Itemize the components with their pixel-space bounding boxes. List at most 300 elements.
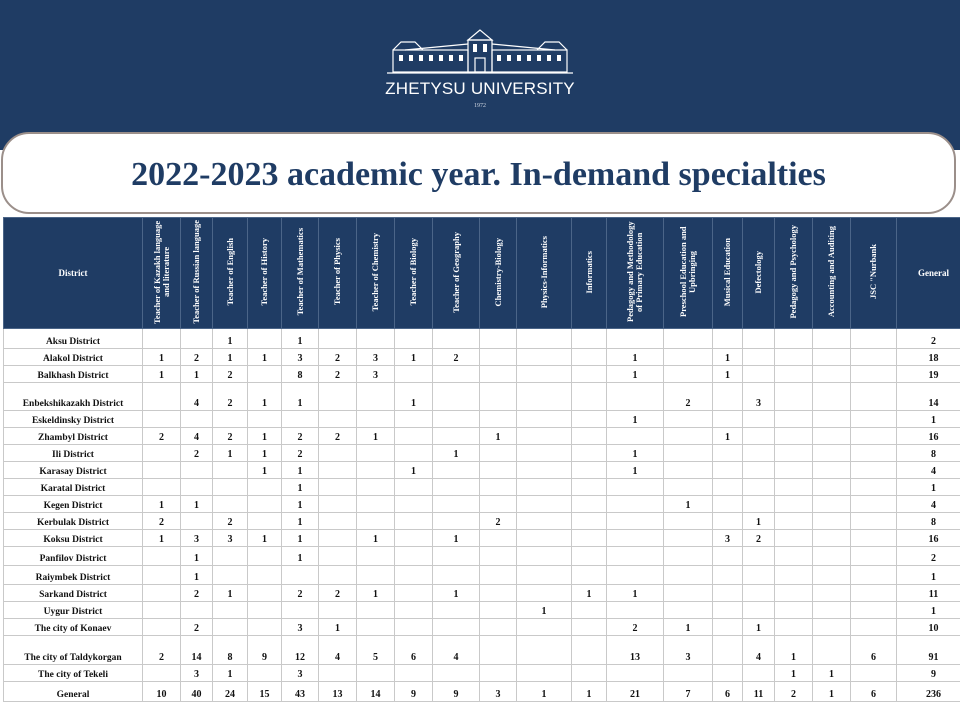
- table-cell: 1: [572, 585, 607, 602]
- table-cell: 2: [282, 585, 319, 602]
- table-cell: [480, 585, 517, 602]
- district-name-cell: Alakol District: [4, 349, 143, 366]
- table-cell: 2: [480, 513, 517, 530]
- table-cell: 8: [213, 636, 248, 665]
- column-header: Teacher of Kazakh language and literature: [143, 218, 181, 329]
- table-cell: 1: [248, 349, 282, 366]
- table-cell: 1: [743, 619, 775, 636]
- table-cell: [572, 665, 607, 682]
- table-cell: [713, 445, 743, 462]
- table-cell: 1: [282, 383, 319, 411]
- table-cell: [517, 479, 572, 496]
- table-cell: 1: [357, 428, 395, 445]
- table-cell: [813, 496, 851, 513]
- table-cell: [357, 462, 395, 479]
- table-cell: [517, 366, 572, 383]
- table-cell: [775, 602, 813, 619]
- table-cell: 1: [248, 462, 282, 479]
- table-row: [4, 636, 960, 665]
- specialties-table: [3, 217, 960, 702]
- table-cell: [248, 513, 282, 530]
- table-cell: [517, 665, 572, 682]
- table-cell: 1: [743, 513, 775, 530]
- table-cell: [813, 513, 851, 530]
- table-cell: [743, 547, 775, 566]
- table-cell: 1: [607, 585, 664, 602]
- table-cell: [517, 329, 572, 349]
- table-cell: [143, 566, 181, 585]
- table-cell: [851, 366, 897, 383]
- table-cell: [572, 496, 607, 513]
- table-cell: [775, 445, 813, 462]
- table-row: [4, 411, 960, 428]
- table-cell: [813, 566, 851, 585]
- table-cell: 1: [248, 428, 282, 445]
- table-cell: 18: [897, 349, 960, 366]
- table-cell: 2: [897, 547, 960, 566]
- table-cell: 2: [213, 513, 248, 530]
- table-cell: [813, 585, 851, 602]
- table-cell: 2: [282, 428, 319, 445]
- table-cell: [517, 566, 572, 585]
- table-cell: 1: [713, 366, 743, 383]
- table-cell: [664, 411, 713, 428]
- table-cell: [480, 602, 517, 619]
- table-cell: [851, 462, 897, 479]
- table-cell: 2: [743, 530, 775, 547]
- table-cell: 4: [319, 636, 357, 665]
- table-cell: [480, 329, 517, 349]
- table-cell: [282, 566, 319, 585]
- table-cell: 2: [433, 349, 480, 366]
- table-cell: [813, 479, 851, 496]
- table-cell: 9: [395, 682, 433, 702]
- table-cell: [813, 619, 851, 636]
- table-cell: [572, 513, 607, 530]
- table-cell: 1: [517, 682, 572, 702]
- table-cell: [813, 329, 851, 349]
- table-cell: [282, 602, 319, 619]
- table-cell: 1: [282, 547, 319, 566]
- table-cell: 1: [282, 496, 319, 513]
- table-cell: [743, 349, 775, 366]
- table-cell: [813, 530, 851, 547]
- table-cell: [851, 329, 897, 349]
- column-header: Informatics: [572, 218, 607, 329]
- table-cell: 1: [433, 530, 480, 547]
- table-cell: [248, 619, 282, 636]
- column-header: Teacher of Chemistry: [357, 218, 395, 329]
- table-cell: [713, 411, 743, 428]
- table-cell: [517, 513, 572, 530]
- table-cell: [743, 585, 775, 602]
- table-cell: [775, 462, 813, 479]
- table-cell: [480, 445, 517, 462]
- table-cell: [664, 445, 713, 462]
- table-cell: [607, 428, 664, 445]
- table-row: [4, 585, 960, 602]
- table-cell: [517, 547, 572, 566]
- table-cell: [395, 513, 433, 530]
- table-cell: 24: [213, 682, 248, 702]
- table-cell: [664, 513, 713, 530]
- table-cell: [395, 411, 433, 428]
- table-cell: [319, 383, 357, 411]
- table-cell: [248, 585, 282, 602]
- table-cell: [433, 602, 480, 619]
- table-cell: 3: [743, 383, 775, 411]
- table-cell: [572, 445, 607, 462]
- column-header: District: [4, 218, 143, 329]
- table-cell: 1: [517, 602, 572, 619]
- table-cell: [319, 462, 357, 479]
- table-cell: [713, 513, 743, 530]
- table-cell: 1: [607, 462, 664, 479]
- table-cell: 14: [181, 636, 213, 665]
- table-cell: [572, 349, 607, 366]
- table-cell: [319, 547, 357, 566]
- table-cell: [851, 619, 897, 636]
- table-cell: [480, 665, 517, 682]
- table-cell: 10: [143, 682, 181, 702]
- table-cell: 1: [143, 366, 181, 383]
- table-cell: [775, 496, 813, 513]
- table-cell: 1: [607, 411, 664, 428]
- table-cell: 1: [357, 585, 395, 602]
- district-name-cell: Raiymbek District: [4, 566, 143, 585]
- table-cell: [248, 479, 282, 496]
- table-cell: 1: [480, 428, 517, 445]
- table-row: [4, 383, 960, 411]
- table-row: [4, 496, 960, 513]
- table-cell: 3: [664, 636, 713, 665]
- table-cell: [775, 566, 813, 585]
- table-cell: [664, 602, 713, 619]
- table-cell: [572, 619, 607, 636]
- table-cell: 1: [572, 682, 607, 702]
- table-cell: 1: [282, 462, 319, 479]
- table-cell: [248, 547, 282, 566]
- table-cell: [775, 530, 813, 547]
- table-cell: [607, 530, 664, 547]
- table-cell: 8: [897, 513, 960, 530]
- table-cell: [713, 636, 743, 665]
- table-cell: [433, 462, 480, 479]
- table-cell: 8: [897, 445, 960, 462]
- table-cell: [743, 428, 775, 445]
- table-cell: [480, 566, 517, 585]
- table-cell: [813, 462, 851, 479]
- table-cell: [143, 329, 181, 349]
- table-cell: [433, 619, 480, 636]
- table-cell: 2: [319, 428, 357, 445]
- table-cell: [213, 619, 248, 636]
- table-cell: 43: [282, 682, 319, 702]
- title-box: [1, 132, 956, 214]
- table-cell: [248, 411, 282, 428]
- table-cell: 1: [213, 329, 248, 349]
- table-cell: 1: [181, 547, 213, 566]
- table-cell: 6: [395, 636, 433, 665]
- table-cell: [395, 619, 433, 636]
- table-cell: 13: [319, 682, 357, 702]
- table-cell: 3: [357, 349, 395, 366]
- table-cell: [517, 445, 572, 462]
- table-cell: [713, 462, 743, 479]
- table-cell: 2: [282, 445, 319, 462]
- table-cell: [433, 329, 480, 349]
- column-header: Preschool Education and Upbringing: [664, 218, 713, 329]
- table-cell: [713, 566, 743, 585]
- column-header: Accounting and Auditing: [813, 218, 851, 329]
- table-cell: [213, 547, 248, 566]
- table-cell: [851, 445, 897, 462]
- table-cell: [775, 329, 813, 349]
- table-cell: 1: [213, 445, 248, 462]
- table-cell: 1: [897, 479, 960, 496]
- table-cell: [851, 428, 897, 445]
- district-name-cell: Aksu District: [4, 329, 143, 349]
- table-cell: 1: [813, 682, 851, 702]
- table-cell: [775, 366, 813, 383]
- table-cell: 2: [319, 585, 357, 602]
- table-row: [4, 479, 960, 496]
- table-cell: [517, 496, 572, 513]
- table-cell: [517, 411, 572, 428]
- table-cell: [282, 411, 319, 428]
- table-cell: [572, 329, 607, 349]
- table-cell: 19: [897, 366, 960, 383]
- table-cell: 1: [248, 383, 282, 411]
- table-cell: 2: [213, 366, 248, 383]
- table-cell: [433, 411, 480, 428]
- table-cell: 1: [607, 366, 664, 383]
- table-cell: [775, 411, 813, 428]
- table-cell: [248, 329, 282, 349]
- table-cell: 4: [181, 428, 213, 445]
- table-cell: [517, 530, 572, 547]
- table-cell: 1: [395, 462, 433, 479]
- table-cell: [395, 530, 433, 547]
- column-header: JSC "Nurbank: [851, 218, 897, 329]
- district-name-cell: Kerbulak District: [4, 513, 143, 530]
- table-cell: [143, 383, 181, 411]
- table-cell: [813, 349, 851, 366]
- table-cell: 8: [282, 366, 319, 383]
- table-cell: 1: [181, 496, 213, 513]
- table-cell: [143, 619, 181, 636]
- table-cell: [851, 602, 897, 619]
- table-cell: [319, 411, 357, 428]
- district-name-cell: Panfilov District: [4, 547, 143, 566]
- table-cell: [851, 585, 897, 602]
- table-cell: 1: [143, 496, 181, 513]
- table-cell: 2: [181, 619, 213, 636]
- table-cell: [572, 383, 607, 411]
- table-cell: [713, 479, 743, 496]
- table-cell: [664, 366, 713, 383]
- table-row: [4, 566, 960, 585]
- table-cell: [480, 366, 517, 383]
- table-cell: 1: [395, 383, 433, 411]
- table-cell: [813, 445, 851, 462]
- table-cell: [775, 479, 813, 496]
- table-cell: [517, 428, 572, 445]
- table-cell: [851, 547, 897, 566]
- table-row: [4, 349, 960, 366]
- table-cell: 1: [775, 636, 813, 665]
- table-cell: [664, 349, 713, 366]
- table-cell: [851, 566, 897, 585]
- table-cell: [713, 547, 743, 566]
- table-cell: [851, 349, 897, 366]
- table-cell: 2: [664, 383, 713, 411]
- table-cell: [480, 383, 517, 411]
- table-cell: 11: [743, 682, 775, 702]
- district-name-cell: Eskeldinsky District: [4, 411, 143, 428]
- table-row: [4, 682, 960, 702]
- table-cell: [743, 479, 775, 496]
- table-cell: [181, 513, 213, 530]
- table-cell: 9: [433, 682, 480, 702]
- column-header: Teacher of English: [213, 218, 248, 329]
- table-cell: [480, 349, 517, 366]
- table-cell: [851, 411, 897, 428]
- table-cell: [775, 349, 813, 366]
- table-cell: 3: [282, 619, 319, 636]
- table-cell: 1: [357, 530, 395, 547]
- table-cell: [664, 547, 713, 566]
- table-cell: [395, 329, 433, 349]
- table-cell: 1: [713, 349, 743, 366]
- table-cell: [248, 366, 282, 383]
- table-row: [4, 530, 960, 547]
- table-cell: 13: [607, 636, 664, 665]
- table-cell: 16: [897, 428, 960, 445]
- table-cell: 3: [282, 665, 319, 682]
- table-cell: [572, 602, 607, 619]
- column-header: Pedagogy and Psychology: [775, 218, 813, 329]
- table-cell: 2: [181, 445, 213, 462]
- table-cell: [357, 496, 395, 513]
- table-cell: [743, 366, 775, 383]
- table-cell: 9: [897, 665, 960, 682]
- table-cell: [433, 366, 480, 383]
- table-cell: [851, 383, 897, 411]
- table-cell: [607, 479, 664, 496]
- table-row: [4, 366, 960, 383]
- table-cell: [664, 479, 713, 496]
- table-cell: [664, 566, 713, 585]
- university-name: ZHETYSU UNIVERSITY: [385, 79, 575, 98]
- table-cell: [319, 530, 357, 547]
- table-cell: 1: [607, 445, 664, 462]
- district-name-cell: Karatal District: [4, 479, 143, 496]
- table-cell: 1: [143, 530, 181, 547]
- table-cell: [775, 547, 813, 566]
- table-cell: 2: [319, 366, 357, 383]
- table-cell: [319, 602, 357, 619]
- table-cell: 1: [713, 428, 743, 445]
- table-cell: 2: [213, 383, 248, 411]
- table-cell: [357, 329, 395, 349]
- table-cell: [433, 547, 480, 566]
- table-cell: [433, 496, 480, 513]
- table-cell: 1: [319, 619, 357, 636]
- table-cell: [248, 496, 282, 513]
- table-cell: [181, 602, 213, 619]
- table-cell: [433, 665, 480, 682]
- table-header-row: [4, 218, 960, 329]
- table-cell: [851, 513, 897, 530]
- table-cell: 3: [181, 530, 213, 547]
- table-cell: [319, 479, 357, 496]
- table-cell: [572, 462, 607, 479]
- table-cell: 1: [664, 496, 713, 513]
- table-cell: [743, 566, 775, 585]
- table-cell: [480, 479, 517, 496]
- table-cell: 2: [143, 428, 181, 445]
- table-cell: [743, 329, 775, 349]
- table-cell: [395, 566, 433, 585]
- table-cell: [572, 479, 607, 496]
- table-cell: 3: [181, 665, 213, 682]
- table-cell: [143, 479, 181, 496]
- table-cell: [775, 428, 813, 445]
- table-body: [4, 329, 960, 702]
- table-cell: 1: [181, 366, 213, 383]
- table-cell: [433, 479, 480, 496]
- table-cell: [664, 462, 713, 479]
- table-cell: [713, 619, 743, 636]
- header-banner: [0, 0, 960, 150]
- table-cell: 91: [897, 636, 960, 665]
- table-cell: [319, 513, 357, 530]
- table-cell: [607, 566, 664, 585]
- table-cell: [813, 602, 851, 619]
- table-row: [4, 513, 960, 530]
- column-header: Teacher of Russian language: [181, 218, 213, 329]
- table-cell: 3: [213, 530, 248, 547]
- table-cell: [143, 665, 181, 682]
- table-cell: [319, 445, 357, 462]
- table-cell: [851, 530, 897, 547]
- table-cell: [248, 602, 282, 619]
- table-cell: 6: [851, 682, 897, 702]
- table-cell: 10: [897, 619, 960, 636]
- table-cell: [743, 462, 775, 479]
- table-cell: [517, 619, 572, 636]
- table-cell: 3: [357, 366, 395, 383]
- table-cell: 1: [213, 585, 248, 602]
- table-cell: [775, 585, 813, 602]
- table-cell: [143, 411, 181, 428]
- table-cell: [664, 428, 713, 445]
- table-cell: [181, 411, 213, 428]
- table-cell: 1: [181, 566, 213, 585]
- table-cell: [851, 496, 897, 513]
- table-cell: [664, 585, 713, 602]
- table-cell: [319, 329, 357, 349]
- table-cell: [572, 428, 607, 445]
- table-cell: [357, 566, 395, 585]
- table-cell: [743, 665, 775, 682]
- table-row: [4, 445, 960, 462]
- table-cell: [813, 547, 851, 566]
- table-cell: [775, 513, 813, 530]
- table-cell: [181, 329, 213, 349]
- table-row: [4, 547, 960, 566]
